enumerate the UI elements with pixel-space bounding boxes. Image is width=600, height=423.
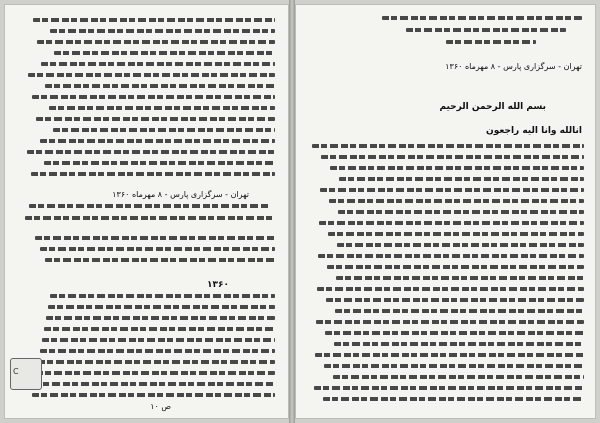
text-line [330,166,584,170]
right-page [295,4,596,419]
right-date-header: تهران - سرگزاری پارس - ۸ مهرماه ۱۳۶۰ [445,62,582,71]
text-line [326,298,584,302]
text-line [33,18,275,22]
text-line [37,40,275,44]
text-line [315,353,584,357]
inna-lillah-heading: انالله وانا اليه راجعون [486,126,582,136]
text-line [334,342,584,346]
text-line [324,364,584,368]
text-line [329,199,584,203]
text-line [320,188,584,192]
text-line [46,316,275,320]
left-page-footer: ص ۱۰ [150,402,171,411]
corner-stamp-label: C [13,367,19,376]
text-line [25,216,275,220]
text-line [338,210,584,214]
text-line [333,375,584,379]
text-line [36,371,275,375]
text-line [327,265,584,269]
text-line [54,51,275,55]
text-line [339,177,584,181]
text-line [446,40,536,44]
text-line [45,258,275,262]
text-line [31,172,275,176]
text-line [36,117,275,121]
text-line [337,243,584,247]
text-line [336,276,584,280]
text-line [27,150,275,154]
text-line [312,144,584,148]
text-line [316,320,584,324]
text-line [406,28,566,32]
text-line [34,382,275,386]
text-line [321,155,584,159]
text-line [382,16,582,20]
left-page [4,4,289,419]
text-line [314,386,584,390]
text-line [317,287,584,291]
text-line [32,95,275,99]
text-line [40,247,275,251]
text-line [38,360,275,364]
text-line [50,294,275,298]
left-date-header: تهران - سرگزاری پارس - ۸ مهرماه ۱۳۶۰ [112,190,249,199]
text-line [48,305,275,309]
bismillah-heading: بسم الله الرحمن الرحيم [439,102,546,112]
text-line [49,106,275,110]
text-line [318,254,584,258]
text-line [40,139,275,143]
text-line [50,29,275,33]
left-year-label: ۱۳۶۰ [207,280,229,290]
text-line [335,309,584,313]
text-line [29,204,269,208]
text-line [35,236,275,240]
text-line [45,84,275,88]
text-line [41,62,275,66]
text-line [40,349,275,353]
text-line [325,331,584,335]
text-line [319,221,584,225]
text-line [44,161,275,165]
text-line [32,393,275,397]
text-line [323,397,584,401]
text-line [28,73,275,77]
text-line [44,327,275,331]
text-line [53,128,275,132]
text-line [42,338,275,342]
text-line [328,232,584,236]
